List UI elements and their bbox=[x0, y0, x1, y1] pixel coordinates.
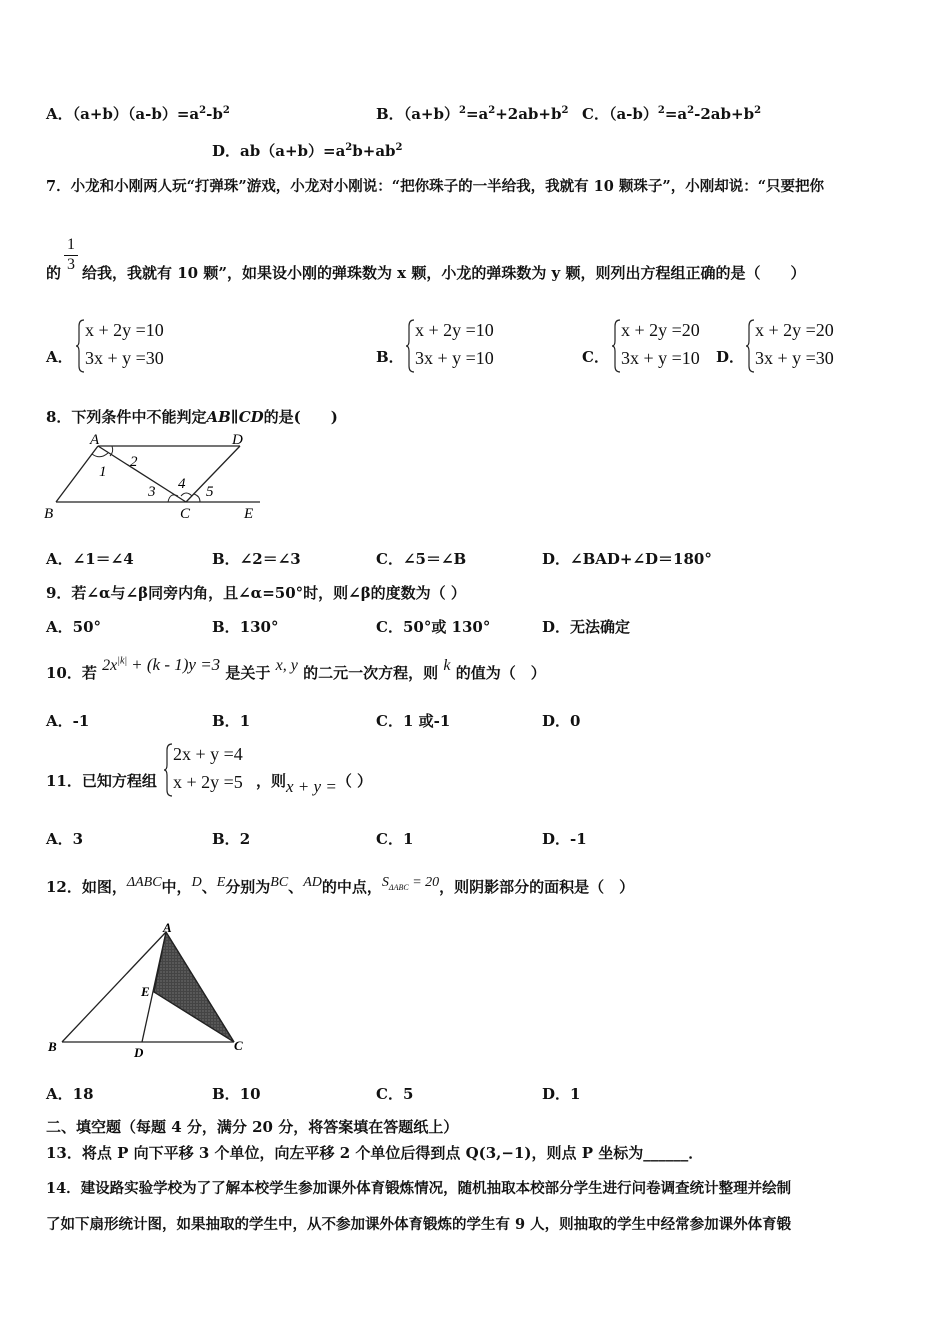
q10-stem: 10．若 $2x^{|k|} + (k - 1)y =3$ 是关于 x, y 的二元一次方程，则 k 的值为（ ） bbox=[46, 655, 546, 682]
q12-label-d: D bbox=[134, 1045, 144, 1060]
q14-line1: 14．建设路实验学校为了了解本校学生参加课外体育锻炼情况，随机抽取本校部分学生进行问卷调查统计整理并绘制 bbox=[46, 1180, 792, 1197]
q9-option-a: A．50° bbox=[46, 618, 102, 636]
q7-option-c-letter: C． bbox=[582, 348, 609, 366]
q11-option-a: A．3 bbox=[46, 830, 84, 848]
q8-stem: 8．下列条件中不能判定AB∥CD的是( ) bbox=[46, 408, 338, 426]
q10-formula: $2x^{|k|} + (k - 1)y =3$ bbox=[102, 655, 221, 674]
q11-option-d: D．-1 bbox=[542, 830, 587, 848]
q9-option-b: B．130° bbox=[212, 618, 279, 636]
q7-option-d-letter: D． bbox=[716, 348, 745, 366]
q12-label-e: E bbox=[141, 984, 150, 999]
q8-figure-parallelogram bbox=[40, 430, 270, 525]
q7-option-b-eq2: 3x + y =10 bbox=[415, 348, 494, 368]
q12-option-a: A．18 bbox=[46, 1085, 94, 1103]
q13-text: 13．将点 P 向下平移 3 个单位，向左平移 2 个单位后得到点 Q(3,−1)，则点 P 坐标为______． bbox=[46, 1144, 704, 1162]
q10-option-c: C．1 或-1 bbox=[376, 712, 451, 730]
q7-prefix: 的 bbox=[46, 264, 62, 282]
q8-angle-4: 4 bbox=[178, 476, 186, 492]
q7-option-b-eq1: x + 2y =10 bbox=[415, 320, 494, 340]
section-heading: 二、填空题（每题 4 分，满分 20 分，将答案填在答题纸上） bbox=[46, 1118, 459, 1136]
q11-stem-suffix: ，则x + y =（ ） bbox=[256, 772, 373, 796]
q11-option-b: B．2 bbox=[212, 830, 251, 848]
q8-label-b: B bbox=[44, 506, 54, 522]
q7-stem-line1: 7．小龙和小刚两人玩“打弹珠”游戏，小龙对小刚说：“把你珠子的一半给我，我就有 10 颗珠子”，小刚却说：“只要把你 bbox=[46, 178, 825, 195]
q7-option-c-eq1: x + 2y =20 bbox=[621, 320, 700, 340]
q8-angle-3: 3 bbox=[148, 484, 156, 500]
q14-line2: 了如下扇形统计图，如果抽取的学生中，从不参加课外体育锻炼的学生有 9 人，则抽取的学生中经常参加课外体育锻 bbox=[46, 1216, 792, 1233]
q12-label-c: C bbox=[234, 1038, 243, 1053]
q12-label-a: A bbox=[163, 920, 172, 935]
q7-option-d-eq1: x + 2y =20 bbox=[755, 320, 834, 340]
q7-option-a-eq2: 3x + y =30 bbox=[85, 348, 164, 368]
q8-label-a: A bbox=[90, 432, 100, 448]
q7-stem-line2: 给我，我就有 10 颗”，如果设小刚的弹珠数为 x 颗，小龙的弹珠数为 y 颗，则列出方程组正确的是（ ） bbox=[82, 264, 806, 282]
q8-label-d: D bbox=[232, 432, 243, 448]
q7-fraction-denominator: 3 bbox=[64, 255, 78, 274]
q8-angle-1: 1 bbox=[99, 464, 107, 480]
q12-figure-triangle bbox=[40, 920, 260, 1065]
q7-fraction-numerator: 1 bbox=[67, 236, 75, 253]
q8-option-d: D．∠BAD+∠D＝180° bbox=[542, 550, 712, 568]
q8-option-b: B．∠2＝∠3 bbox=[212, 550, 301, 568]
q8-angle-5: 5 bbox=[206, 484, 214, 500]
q6-option-d: D．$ab(a+b)=a^2b+ab^2$ bbox=[212, 142, 403, 160]
q12-option-c: C．5 bbox=[376, 1085, 414, 1103]
q12-option-b: B．10 bbox=[212, 1085, 261, 1103]
q9-stem: 9．若∠α与∠β同旁内角，且∠α=50°时，则∠β的度数为（ ） bbox=[46, 584, 466, 602]
q12-option-d: D．1 bbox=[542, 1085, 581, 1103]
q7-option-c-eq2: 3x + y =10 bbox=[621, 348, 700, 368]
q6-option-a: A．$(a+b)(a-b)=a^2-b^2$ bbox=[46, 105, 230, 123]
q11-option-c: C．1 bbox=[376, 830, 414, 848]
q9-option-d: D．无法确定 bbox=[542, 618, 631, 636]
q10-option-d: D．0 bbox=[542, 712, 581, 730]
q12-label-b: B bbox=[48, 1039, 57, 1054]
q8-label-e: E bbox=[244, 506, 254, 522]
q7-fraction bbox=[64, 236, 78, 274]
q8-angle-2: 2 bbox=[130, 454, 138, 470]
q11-eq1: 2x + y =4 bbox=[173, 744, 243, 764]
q7-option-d-eq2: 3x + y =30 bbox=[755, 348, 834, 368]
q12-stem: 12．如图，ΔABC中，D、E分别为BC、AD的中点，$S_{\Delta ABC} = 20$，则阴影部分的面积是（ ） bbox=[46, 875, 635, 896]
q10-option-b: B．1 bbox=[212, 712, 251, 730]
q9-option-c: C．50°或 130° bbox=[376, 618, 491, 636]
q10-option-a: A．-1 bbox=[46, 712, 90, 730]
q7-option-b-letter: B． bbox=[376, 348, 404, 366]
q6-option-b: B．$(a+b)^2=a^2+2ab+b^2$ bbox=[376, 105, 569, 123]
q8-option-a: A．∠1＝∠4 bbox=[46, 550, 134, 568]
q6-option-c: C．$(a-b)^2=a^2-2ab+b^2$ bbox=[582, 105, 762, 123]
q8-label-c: C bbox=[180, 506, 191, 522]
q8-option-c: C．∠5＝∠B bbox=[376, 550, 467, 568]
q7-option-a-letter: A． bbox=[46, 348, 73, 366]
q7-option-a-eq1: x + 2y =10 bbox=[85, 320, 164, 340]
q11-eq2: x + 2y =5 bbox=[173, 772, 243, 792]
q11-stem-prefix: 11．已知方程组 bbox=[46, 772, 157, 790]
